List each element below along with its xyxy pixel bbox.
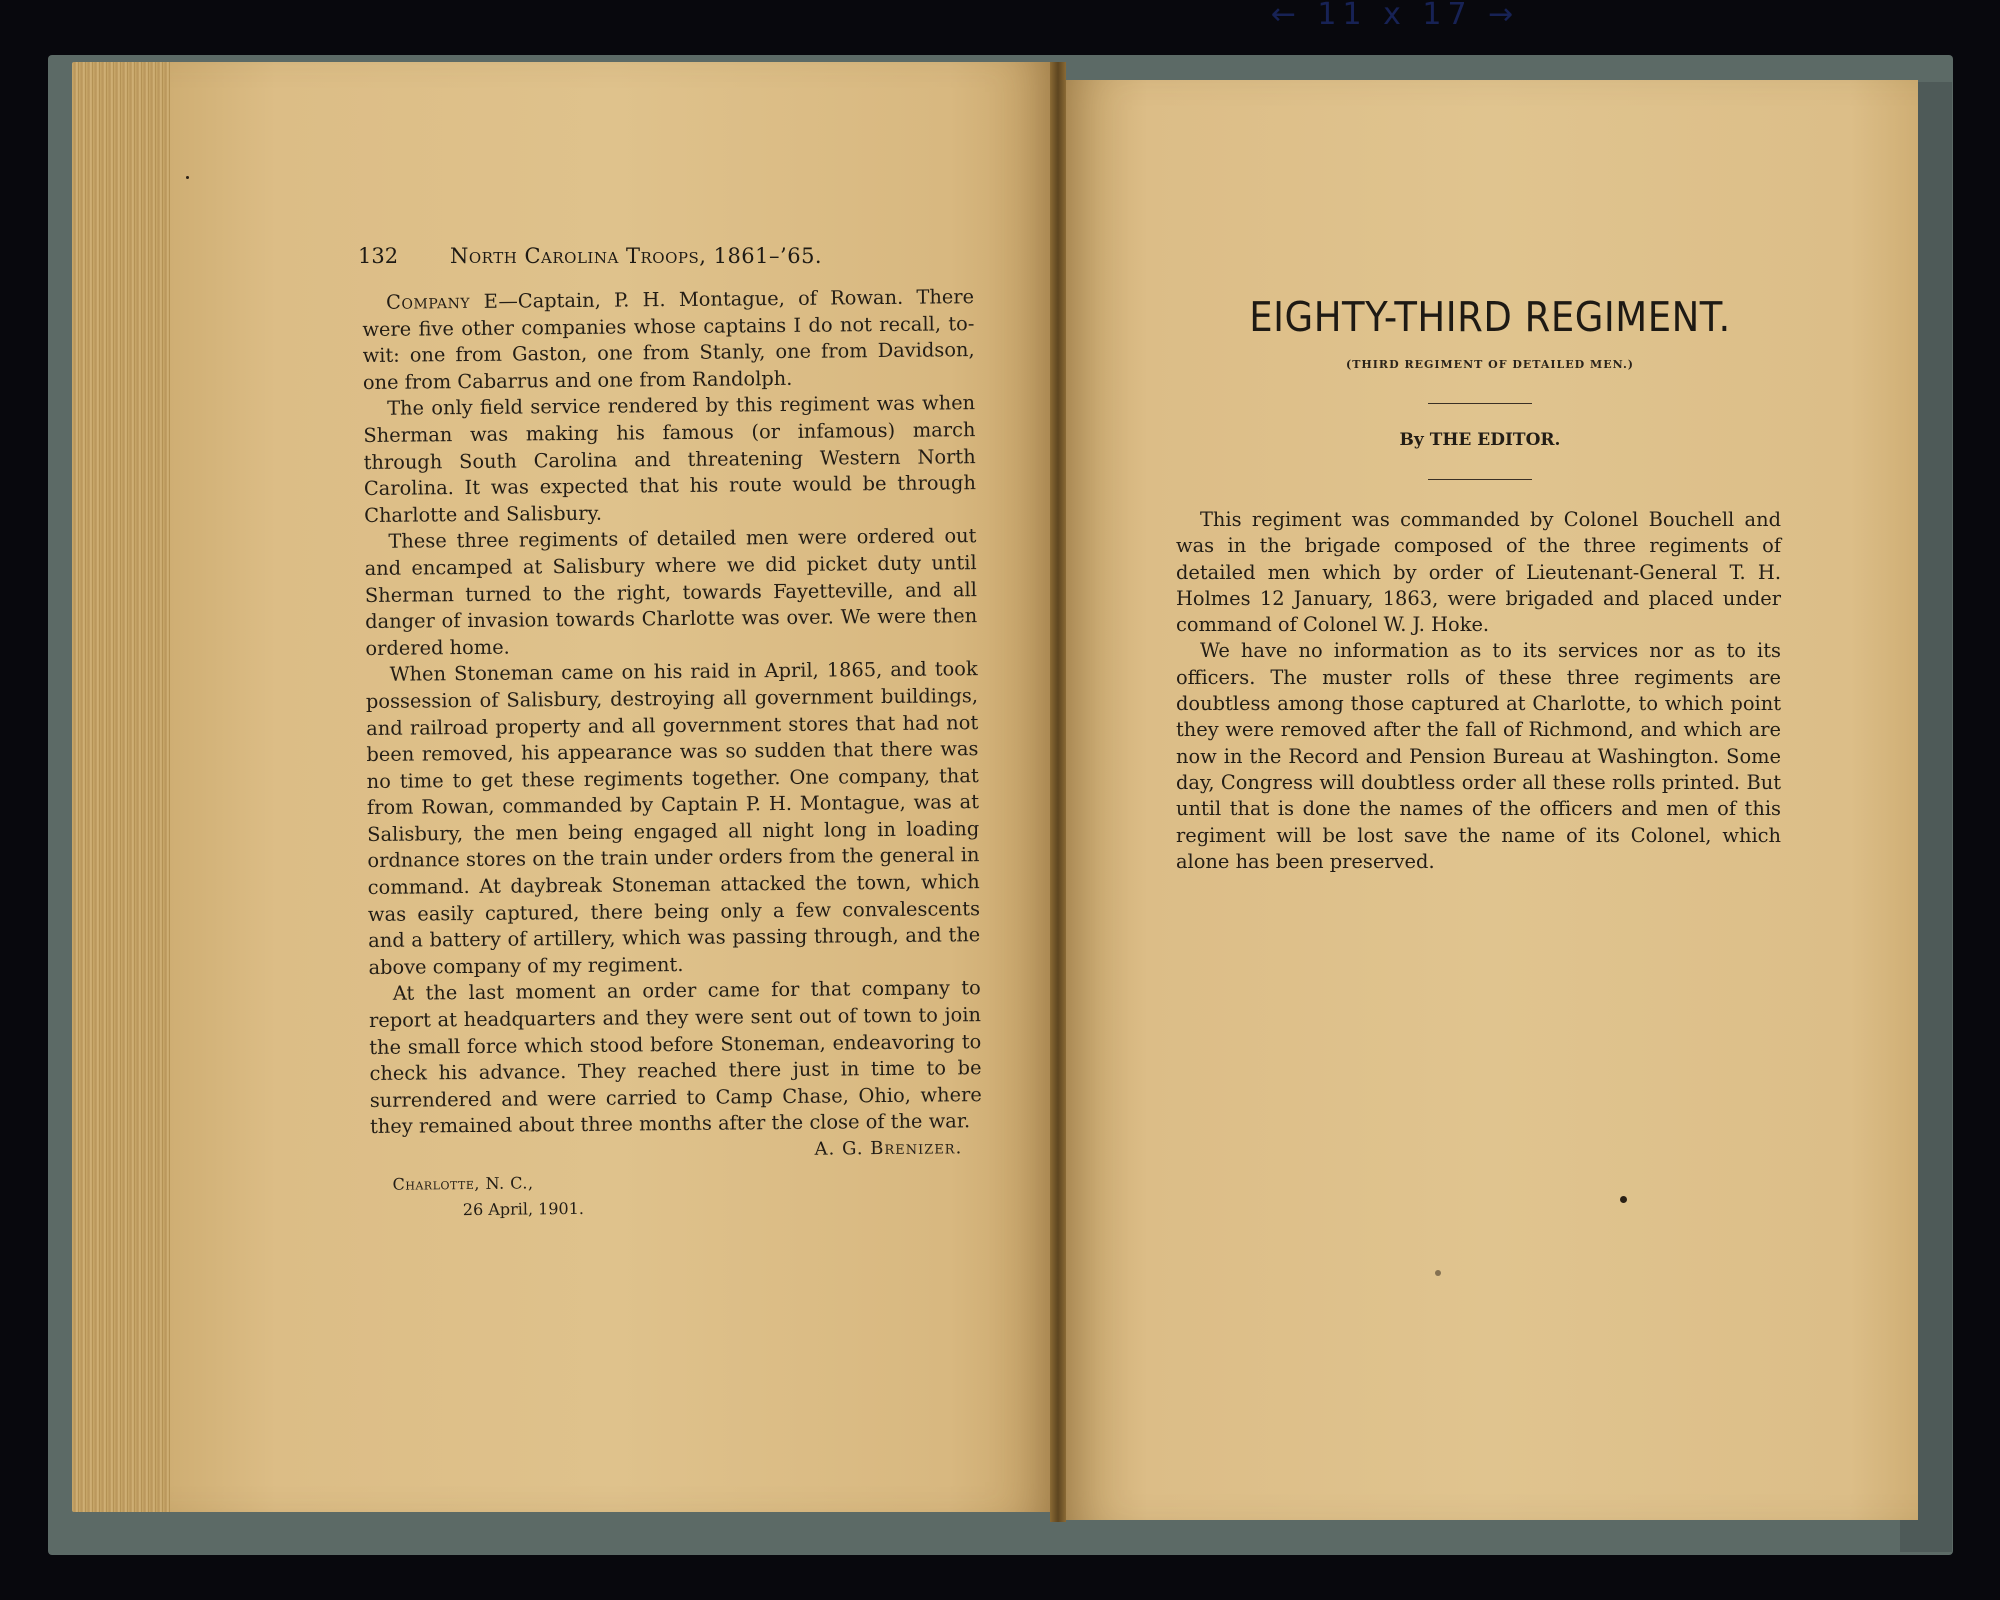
running-head bbox=[358, 244, 978, 276]
dateline bbox=[392, 1166, 982, 1224]
scan-size-mark: ← 11 x 17 → bbox=[1270, 0, 1520, 32]
byline: By THE EDITOR. bbox=[1399, 430, 1561, 450]
running-head-title: North Carolina Troops, 1861–’65. bbox=[450, 244, 823, 268]
page-number: 132 bbox=[358, 244, 399, 268]
paragraph: When Stoneman came on his raid in April, 1865, and took possession of Salisbury, destroying all government buildings, and railroad property and all government stores that had not been removed, his appearance was so sudden that there was no time to get these regiments together. One company, that from Rowan, commanded by Captain P. H. Montague, was at Salisbury, the men being engaged all night long in loading ordnance stores on the train under orders from the general in command. At daybreak Stoneman attacked the town, which was easily captured, there being only a few convalescents and a battery of artillery, which was passing through, and the above company of my regiment. bbox=[365, 657, 981, 979]
book-gutter bbox=[1050, 62, 1066, 1522]
paragraph-text: —Captain, P. H. Montague, of Rowan. There were five other companies whose captains I do not recall, to-wit: one from Gaston, one from Stanly, one from Davidson, one from Cabarrus and one from Randolph. bbox=[362, 285, 975, 394]
dateline-place: Charlotte, N. C., bbox=[392, 1172, 534, 1194]
company-label: Company E bbox=[386, 289, 499, 314]
divider bbox=[1428, 479, 1532, 480]
paragraph: At the last moment an order came for that company to report at headquarters and they were sent out of town to join the small force which stood before Stoneman, endeavoring to check his advance. They reached there just in time to be surrendered and were carried to Camp Chase, Ohio, where they remained about three months after the close of the war. bbox=[368, 976, 982, 1139]
right-page-body bbox=[1176, 507, 1781, 875]
paragraph: We have no information as to its services nor as to its officers. The muster rolls of these three regiments are doubtless among those captured at Charlotte, to which point they were removed after the fall of Richmond, and which are now in the Record and Pension Bureau at Washington. Some day, Congress will doubtless order all these rolls printed. But until that is done the names of the officers and men of this regiment will be lost save the name of its Colonel, which alone has been preserved. bbox=[1176, 639, 1781, 873]
left-page-body bbox=[362, 284, 983, 1223]
paragraph: These three regiments of detailed men were ordered out and encamped at Salisbury where we did picket duty until Sherman turned to the right, towards Fayetteville, and all danger of invasion towards Charlotte was over. We were then ordered home. bbox=[364, 524, 978, 660]
paragraph bbox=[362, 284, 975, 396]
paragraph: The only field service rendered by this regiment was when Sherman was making his famous (or infamous) march through South Carolina and threatening Western North Carolina. It was expected that his route would be through Charlotte and Salisbury. bbox=[363, 391, 976, 527]
chapter-subtitle: (THIRD REGIMENT OF DETAILED MEN.) bbox=[1346, 358, 1634, 371]
divider bbox=[1428, 403, 1532, 404]
page-speck bbox=[1435, 1270, 1441, 1276]
signature: A. G. Brenizer. bbox=[814, 1137, 963, 1160]
chapter-title: EIGHTY-THIRD REGIMENT. bbox=[1249, 293, 1731, 341]
page-speck bbox=[1620, 1196, 1627, 1203]
page-speck bbox=[186, 176, 189, 179]
dateline-date: 26 April, 1901. bbox=[462, 1198, 585, 1219]
paragraph: This regiment was commanded by Colonel Bouchell and was in the brigade composed of the three regiments of detailed men which by order of Lieutenant-General T. H. Holmes 12 January, 1863, were brigaded and placed under command of Colonel W. J. Hoke. bbox=[1176, 508, 1781, 637]
